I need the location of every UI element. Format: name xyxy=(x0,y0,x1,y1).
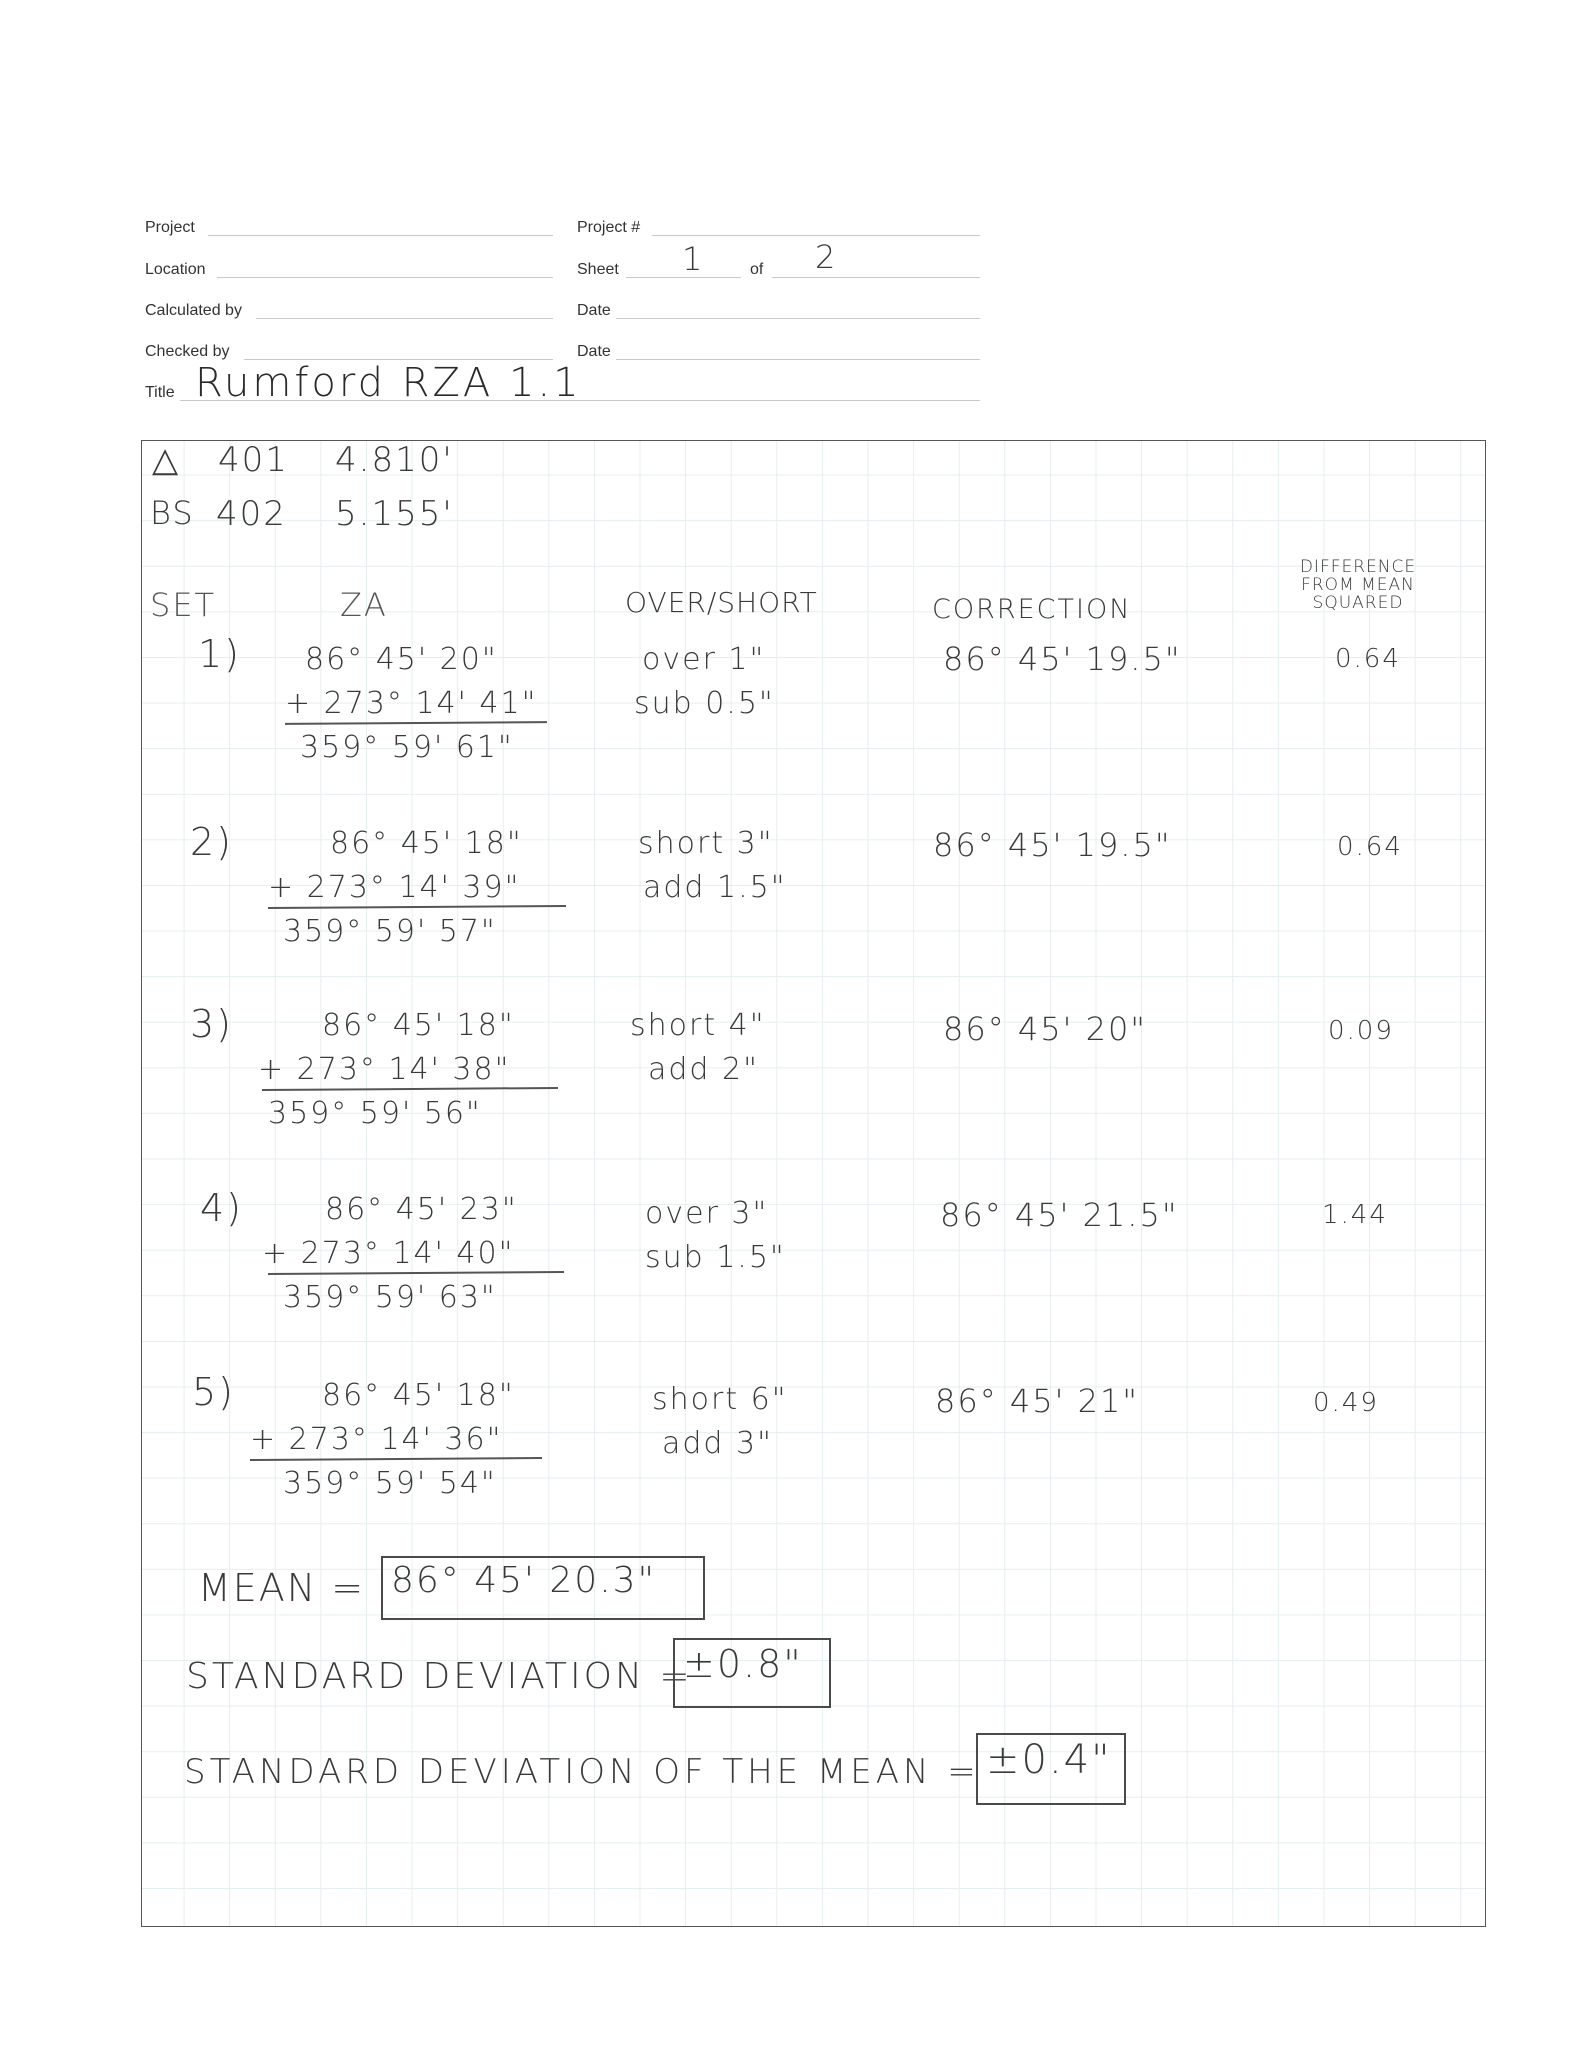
std-dev-mean-label: STANDARD DEVIATION OF THE MEAN = xyxy=(184,1752,980,1792)
za-sum: 359° 59' 61" xyxy=(300,730,514,765)
instrument-height: 4.810' xyxy=(335,440,454,480)
za-sum: 359° 59' 54" xyxy=(283,1466,497,1501)
checked-date-label: Date xyxy=(577,343,611,360)
project-number-label: Project # xyxy=(577,219,641,236)
std-dev-mean-value: ±0.4" xyxy=(986,1737,1112,1783)
mean-box xyxy=(381,1556,705,1620)
set-number: 5) xyxy=(192,1370,236,1414)
za-reverse: + 273° 14' 38" xyxy=(258,1052,511,1087)
std-dev-label: STANDARD DEVIATION = xyxy=(186,1656,693,1697)
za-direct: 86° 45' 18" xyxy=(322,1008,515,1043)
instrument-station-icon: △ xyxy=(152,440,181,480)
station-id: 401 xyxy=(218,440,289,480)
za-reverse: + 273° 14' 36" xyxy=(250,1422,503,1457)
corrected-za: 86° 45' 19.5" xyxy=(943,640,1182,678)
title-value: Rumford RZA 1.1 xyxy=(195,360,582,406)
over-short-value: over 1" xyxy=(642,642,766,677)
std-dev-value: ±0.8" xyxy=(683,1642,803,1686)
sheet-total-value: 2 xyxy=(815,238,838,276)
date-field[interactable] xyxy=(616,318,980,319)
backsight-id: 402 xyxy=(216,494,287,534)
header-za: ZA xyxy=(340,586,388,624)
za-direct: 86° 45' 18" xyxy=(322,1378,515,1413)
adjustment-value: add 1.5" xyxy=(643,870,787,905)
diff-squared: 0.49 xyxy=(1313,1388,1379,1418)
diff-squared: 0.64 xyxy=(1337,832,1403,862)
set-number: 1) xyxy=(198,632,242,676)
diff-squared: 0.09 xyxy=(1328,1016,1394,1046)
project-number-field[interactable] xyxy=(652,235,980,236)
adjustment-value: add 3" xyxy=(662,1426,773,1461)
calculated-by-field[interactable] xyxy=(256,318,553,319)
set-number: 4) xyxy=(200,1186,244,1230)
over-short-value: short 3" xyxy=(638,826,774,861)
over-short-value: short 4" xyxy=(630,1008,766,1043)
of-label: of xyxy=(750,261,764,278)
za-sum: 359° 59' 63" xyxy=(283,1280,497,1315)
mean-value: 86° 45' 20.3" xyxy=(391,1560,657,1601)
date-label: Date xyxy=(577,302,611,319)
za-sum: 359° 59' 57" xyxy=(283,914,497,949)
location-field[interactable] xyxy=(217,277,553,278)
checked-by-label: Checked by xyxy=(145,343,230,360)
backsight-label: BS xyxy=(150,494,195,532)
za-reverse: + 273° 14' 40" xyxy=(262,1236,515,1271)
location-label: Location xyxy=(145,261,206,278)
za-direct: 86° 45' 18" xyxy=(330,826,523,861)
za-direct: 86° 45' 20" xyxy=(305,642,498,677)
corrected-za: 86° 45' 20" xyxy=(943,1010,1148,1048)
set-number: 2) xyxy=(190,820,234,864)
over-short-value: short 6" xyxy=(652,1382,788,1417)
za-sum: 359° 59' 56" xyxy=(268,1096,482,1131)
header-correction: CORRECTION xyxy=(932,594,1132,625)
diff-squared: 1.44 xyxy=(1322,1200,1388,1230)
diff-squared: 0.64 xyxy=(1335,644,1401,674)
adjustment-value: sub 0.5" xyxy=(634,686,775,721)
za-direct: 86° 45' 23" xyxy=(325,1192,518,1227)
set-number: 3) xyxy=(190,1002,234,1046)
mean-label: MEAN = xyxy=(198,1566,366,1610)
std-dev-mean-box xyxy=(976,1733,1126,1805)
over-short-value: over 3" xyxy=(645,1196,769,1231)
adjustment-value: add 2" xyxy=(648,1052,759,1087)
backsight-height: 5.155' xyxy=(335,494,454,534)
sheet-total-field[interactable] xyxy=(772,277,980,278)
header-over-short: OVER/SHORT xyxy=(625,586,818,619)
za-reverse: + 273° 14' 39" xyxy=(268,870,521,905)
adjustment-value: sub 1.5" xyxy=(645,1240,786,1275)
header-diff-squared: DIFFERENCE FROM MEAN SQUARED xyxy=(1299,557,1417,613)
header-set: SET xyxy=(150,586,217,624)
project-label: Project xyxy=(145,219,195,236)
sheet-value: 1 xyxy=(682,240,705,278)
corrected-za: 86° 45' 19.5" xyxy=(933,826,1172,864)
checked-date-field[interactable] xyxy=(616,359,980,360)
calculated-by-label: Calculated by xyxy=(145,302,242,319)
corrected-za: 86° 45' 21.5" xyxy=(940,1196,1179,1234)
corrected-za: 86° 45' 21" xyxy=(935,1382,1140,1420)
title-label: Title xyxy=(145,384,175,401)
project-field[interactable] xyxy=(208,235,553,236)
za-reverse: + 273° 14' 41" xyxy=(285,686,538,721)
std-dev-box xyxy=(673,1638,831,1708)
sheet-label: Sheet xyxy=(577,261,619,278)
